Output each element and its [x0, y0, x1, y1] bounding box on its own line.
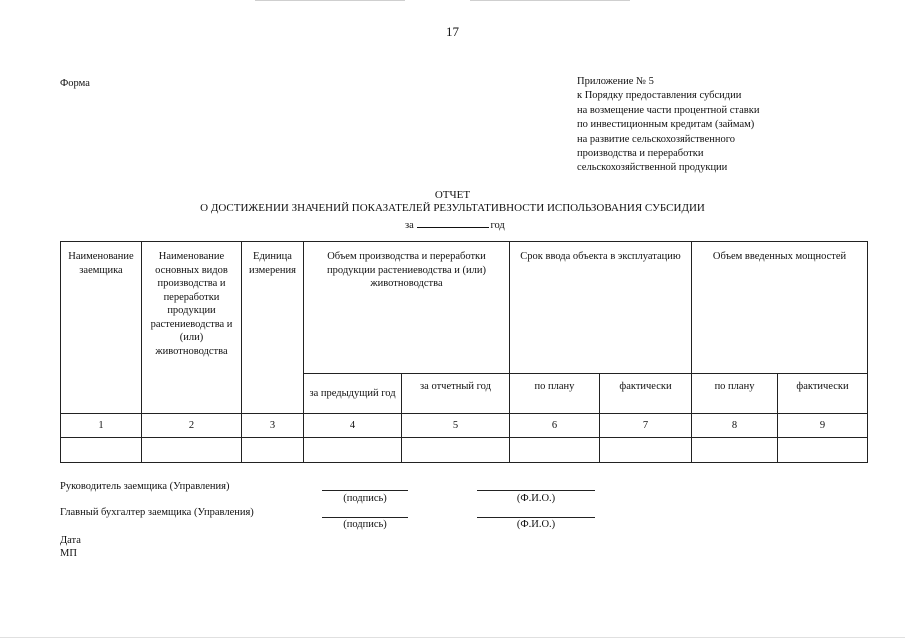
head-signature-label: Руководитель заемщика (Управления)	[60, 481, 230, 492]
data-cell[interactable]	[242, 438, 304, 463]
appendix-line: сельскохозяйственной продукции	[577, 162, 728, 174]
header-commissioning-actual: фактически	[600, 374, 692, 414]
accountant-signature-caption: (подпись)	[343, 519, 387, 530]
head-signature-caption: (подпись)	[343, 493, 387, 504]
report-table	[60, 241, 868, 463]
data-cell[interactable]	[304, 438, 402, 463]
header-production-volume: Объем производства и переработки продукции растениеводства и (или) животноводства	[304, 242, 510, 374]
header-previous-year: за предыдущий год	[304, 374, 402, 414]
stamp-label: МП	[60, 548, 77, 559]
header-capacity-plan: по плану	[692, 374, 778, 414]
report-period	[405, 218, 505, 231]
column-number: 2	[142, 414, 242, 438]
column-number-row	[61, 414, 868, 438]
accountant-signature-label: Главный бухгалтер заемщика (Управления)	[60, 507, 254, 518]
appendix-line: Приложение № 5	[577, 76, 654, 87]
data-row-empty	[61, 438, 868, 463]
column-number: 5	[402, 414, 510, 438]
report-title: ОТЧЕТ	[434, 189, 471, 201]
accountant-name-caption: (Ф.И.О.)	[516, 519, 556, 530]
data-cell[interactable]	[142, 438, 242, 463]
header-unit: Единица измерения	[242, 242, 304, 414]
header-borrower-name: Наименование заемщика	[61, 242, 142, 414]
header-commissioning-term: Срок ввода объекта в эксплуатацию	[510, 242, 692, 374]
accountant-name-line[interactable]	[477, 517, 595, 518]
header-capacity-actual: фактически	[778, 374, 868, 414]
appendix-line: по инвестиционным кредитам (займам)	[577, 119, 755, 131]
head-name-caption: (Ф.И.О.)	[516, 493, 556, 504]
header-commissioning-plan: по плану	[510, 374, 600, 414]
scan-edge-bottom	[0, 637, 905, 638]
appendix-line: на возмещение части процентной ставки	[577, 104, 760, 116]
page-number: 17	[446, 24, 459, 39]
column-number: 9	[778, 414, 868, 438]
column-number: 3	[242, 414, 304, 438]
data-cell[interactable]	[402, 438, 510, 463]
data-cell[interactable]	[692, 438, 778, 463]
data-cell[interactable]	[778, 438, 868, 463]
period-prefix: за	[405, 220, 414, 231]
column-number: 1	[61, 414, 142, 438]
appendix-line: на развитие сельскохозяйственного	[577, 133, 736, 145]
form-label: Форма	[60, 78, 90, 89]
header-capacity-volume: Объем введенных мощностей	[692, 242, 868, 374]
column-number: 7	[600, 414, 692, 438]
appendix-line: производства и переработки	[577, 148, 704, 160]
head-name-line[interactable]	[477, 490, 595, 491]
appendix-block	[577, 75, 759, 176]
report-subtitle: О ДОСТИЖЕНИИ ЗНАЧЕНИЙ ПОКАЗАТЕЛЕЙ РЕЗУЛЬТАТИВНОСТИ ИСПОЛЬЗОВАНИЯ СУБСИДИИ	[200, 202, 705, 214]
period-suffix: год	[490, 220, 505, 231]
data-cell[interactable]	[61, 438, 142, 463]
data-cell[interactable]	[510, 438, 600, 463]
column-number: 4	[304, 414, 402, 438]
column-number: 8	[692, 414, 778, 438]
column-number: 6	[510, 414, 600, 438]
date-label: Дата	[60, 535, 81, 546]
accountant-signature-line[interactable]	[322, 517, 408, 518]
appendix-line: к Порядку предоставления субсидии	[577, 90, 742, 102]
scan-edge-top	[255, 0, 405, 1]
head-signature-line[interactable]	[322, 490, 408, 491]
data-cell[interactable]	[600, 438, 692, 463]
header-report-year: за отчетный год	[402, 374, 510, 414]
scan-edge-top-2	[470, 0, 630, 1]
period-year-blank[interactable]	[417, 218, 489, 228]
header-production-types: Наименование основных видов производства и переработки продукции растениеводства и (или) животноводства	[142, 242, 242, 414]
